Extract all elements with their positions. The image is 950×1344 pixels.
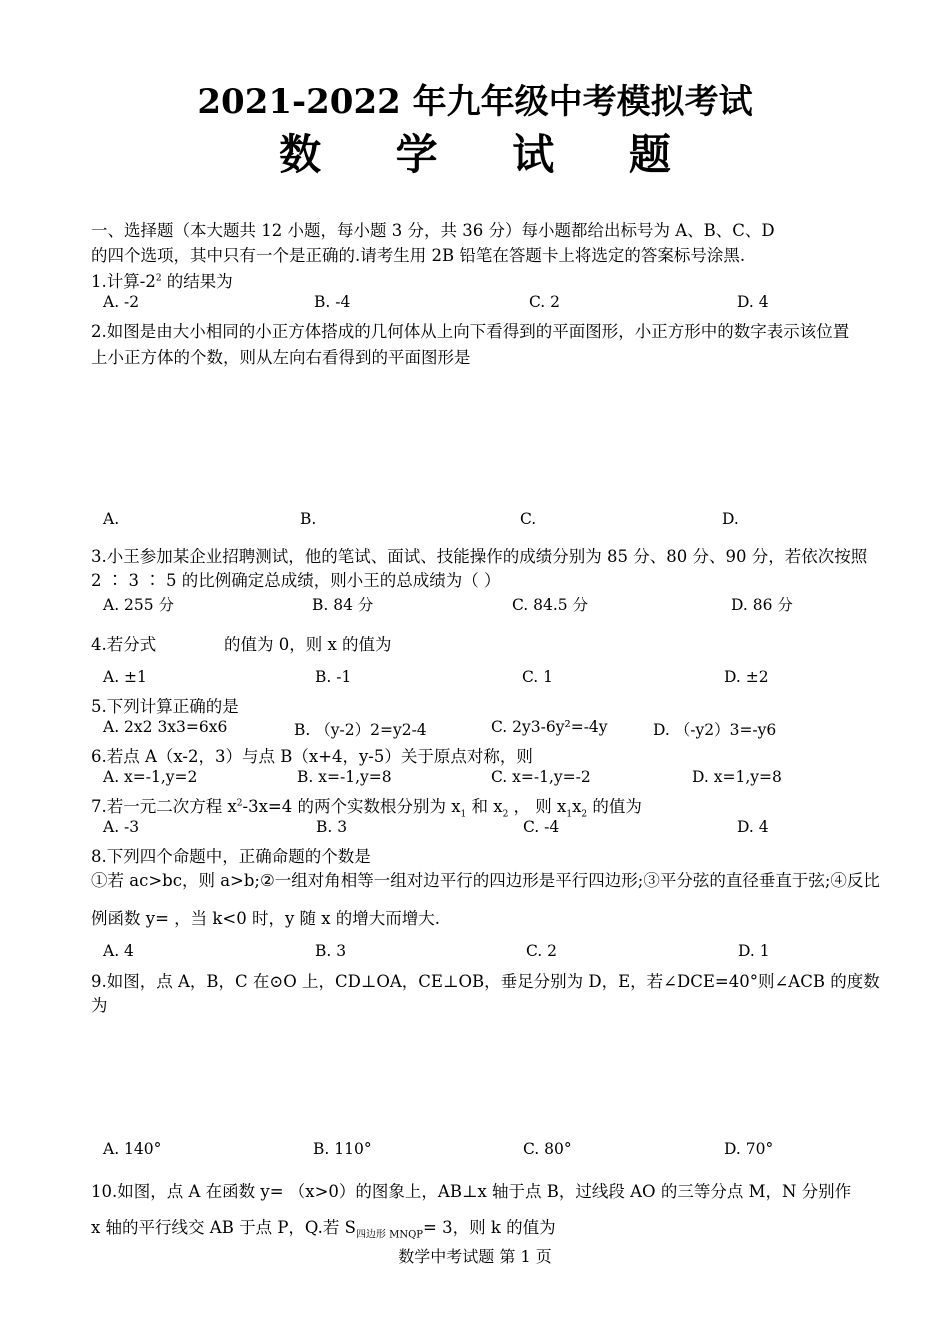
q9-stem-line-2: 为 xyxy=(91,996,108,1015)
exam-title: 2021-2022 年九年级中考模拟考试 xyxy=(197,82,753,122)
q2-option-d[interactable]: D. xyxy=(722,510,739,528)
q9-option-a[interactable]: A. 140° xyxy=(103,1140,162,1158)
q3-option-b[interactable]: B. 84 分 xyxy=(312,596,374,614)
q9-option-b[interactable]: B. 110° xyxy=(313,1140,372,1158)
q3-stem-line-2: 2 ∶ 3 ∶ 5 的比例确定总成绩，则小王的总成绩为（ ） xyxy=(91,571,501,590)
q6-option-d[interactable]: D. x=1,y=8 xyxy=(692,768,782,786)
q5-option-c[interactable]: C. 2y3-6y²=-4y xyxy=(491,718,608,736)
q2-stem-line-1: 2.如图是由大小相同的小正方体搭成的几何体从上向下看得到的平面图形，小正方形中的数字表示该位置 xyxy=(91,322,850,341)
q4-option-c[interactable]: C. 1 xyxy=(522,668,554,686)
exam-subtitle: 数 学 试 题 xyxy=(279,130,701,179)
q6-option-c[interactable]: C. x=-1,y=-2 xyxy=(491,768,591,786)
q3-option-c[interactable]: C. 84.5 分 xyxy=(512,596,589,614)
page-footer: 数学中考试题 第 1 页 xyxy=(398,1247,552,1266)
q8-statements-line-2: 例函数 y= ，当 k<0 时，y 随 x 的增大而增大. xyxy=(91,909,441,928)
q9-stem-line-1: 9.如图，点 A，B，C 在⊙O 上，CD⊥OA，CE⊥OB，垂足分别为 D，E，若∠DCE=40°则∠ACB 的度数 xyxy=(91,972,880,991)
q2-option-c[interactable]: C. xyxy=(520,510,537,528)
q2-option-a[interactable]: A. xyxy=(103,510,120,528)
q4-option-d[interactable]: D. ±2 xyxy=(724,668,769,686)
q8-stem: 8.下列四个命题中，正确命题的个数是 xyxy=(91,847,371,866)
q2-stem-line-2: 上小正方体的个数，则从左向右看得到的平面图形是 xyxy=(91,348,471,367)
q3-stem-line-1: 3.小王参加某企业招聘测试，他的笔试、面试、技能操作的成绩分别为 85 分、80 分、90 分，若依次按照 xyxy=(91,547,868,566)
q7-option-c[interactable]: C. -4 xyxy=(523,818,560,836)
q6-option-b[interactable]: B. x=-1,y=8 xyxy=(297,768,392,786)
q5-stem: 5.下列计算正确的是 xyxy=(91,697,239,716)
q3-option-a[interactable]: A. 255 分 xyxy=(103,596,175,614)
q7-stem: 7.若一元二次方程 $x^2-3x=4$ 的两个实数根分别为 $x_1$ 和 $x_2$ ， 则 $x_1x_2$ 的值为 xyxy=(91,797,642,820)
q1-stem: 1.计算$-2^2$ 的结果为 xyxy=(91,272,233,291)
q8-option-a[interactable]: A. 4 xyxy=(103,942,134,960)
q1-option-a[interactable]: A. -2 xyxy=(103,293,140,311)
q7-option-a[interactable]: A. -3 xyxy=(103,818,140,836)
q7-option-d[interactable]: D. 4 xyxy=(737,818,769,836)
q4-option-a[interactable]: A. ±1 xyxy=(103,668,147,686)
q5-option-d[interactable]: D. （-y2）3=-y6 xyxy=(653,721,777,739)
q9-option-c[interactable]: C. 80° xyxy=(523,1140,572,1158)
q7-option-b[interactable]: B. 3 xyxy=(316,818,348,836)
q4-option-b[interactable]: B. -1 xyxy=(315,668,352,686)
q8-statements-line-1: ①若 ac>bc，则 a>b;②一组对角相等一组对边平行的四边形是平行四边形;③平分弦的直径垂直于弦;④反比 xyxy=(91,871,880,890)
q4-stem-b: 的值为 0，则 x 的值为 xyxy=(224,635,392,654)
q1-option-d[interactable]: D. 4 xyxy=(737,293,769,311)
q10-stem-line-2: x 轴的平行线交 AB 于点 P，Q.若 $S_{四边形 MNQP}= 3$，则 k 的值为 xyxy=(91,1218,556,1241)
q5-option-a[interactable]: A. 2x2 3x3=6x6 xyxy=(103,718,228,736)
section-instructions-line-2: 的四个选项，其中只有一个是正确的.请考生用 2B 铅笔在答题卡上将选定的答案标号涂黑. xyxy=(91,246,746,265)
q1-option-c[interactable]: C. 2 xyxy=(529,293,561,311)
q4-stem-a: 4.若分式 xyxy=(91,635,157,654)
q5-option-b[interactable]: B. （y-2）2=y2-4 xyxy=(294,721,427,739)
q6-option-a[interactable]: A. x=-1,y=2 xyxy=(103,768,198,786)
q10-stem-line-1: 10.如图，点 A 在函数 y= （x>0）的图象上，AB⊥x 轴于点 B，过线段 AO 的三等分点 M，N 分别作 xyxy=(91,1182,852,1201)
section-instructions-line-1: 一、选择题（本大题共 12 小题，每小题 3 分，共 36 分）每小题都给出标号为 A、B、C、D xyxy=(91,221,775,240)
q3-option-d[interactable]: D. 86 分 xyxy=(731,596,793,614)
q1-option-b[interactable]: B. -4 xyxy=(314,293,351,311)
q6-stem: 6.若点 A（x-2，3）与点 B（x+4，y-5）关于原点对称，则 xyxy=(91,747,533,766)
q8-option-b[interactable]: B. 3 xyxy=(315,942,347,960)
q8-option-d[interactable]: D. 1 xyxy=(738,942,770,960)
q9-option-d[interactable]: D. 70° xyxy=(724,1140,774,1158)
q8-option-c[interactable]: C. 2 xyxy=(526,942,558,960)
q2-option-b[interactable]: B. xyxy=(300,510,317,528)
